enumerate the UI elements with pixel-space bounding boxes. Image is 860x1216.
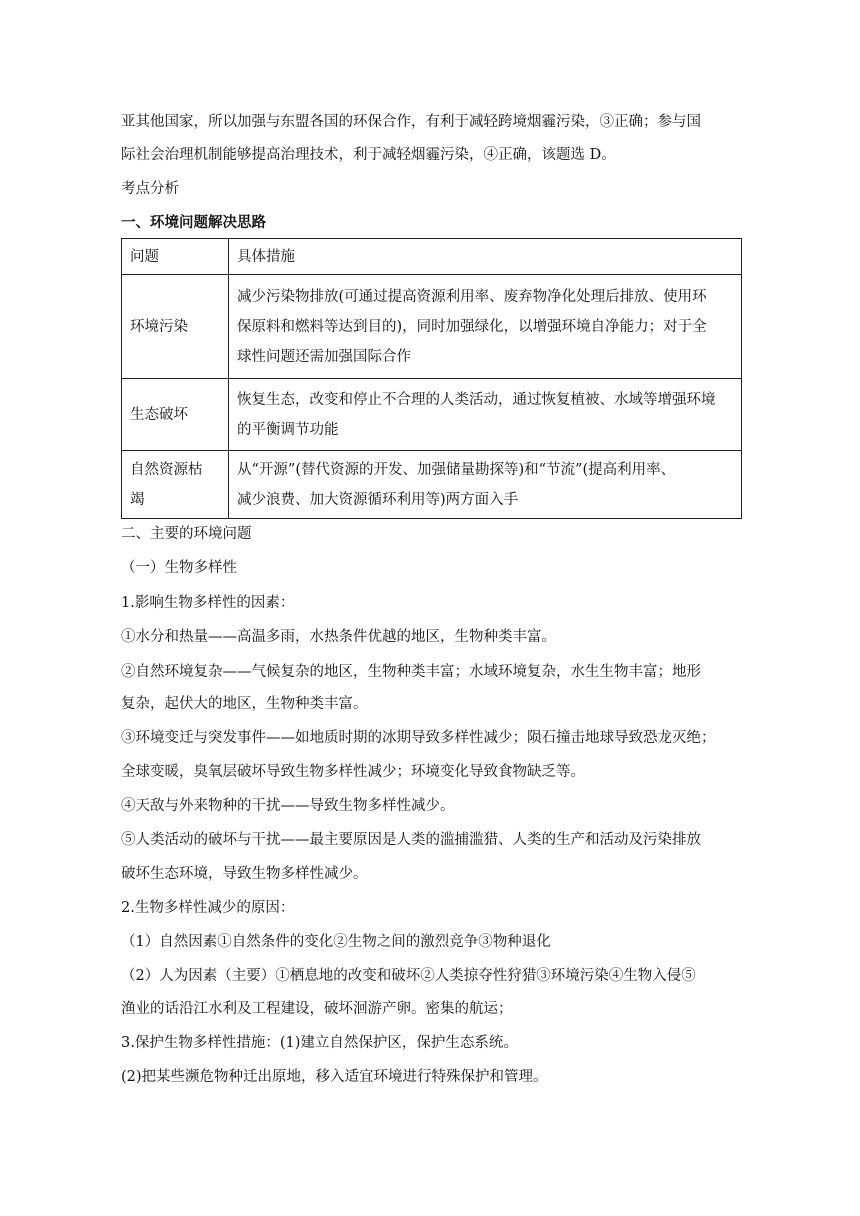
answer-explanation-line-2: 际社会治理机制能够提高治理技术，利于减轻烟霾污染，④正确，该题选 D。 bbox=[121, 147, 616, 163]
issue-cell bbox=[122, 451, 229, 519]
table-header-row bbox=[122, 239, 742, 275]
factor-human-activity-line-2: 破坏生态环境，导致生物多样性减少。 bbox=[121, 866, 368, 882]
section-heading-solutions: 一、环境问题解决思路 bbox=[121, 215, 266, 231]
table-row bbox=[122, 275, 742, 379]
measures-cell bbox=[229, 451, 742, 519]
measures-text: 恢复生态，改变和停止不合理的人类活动，通过恢复植被、水域等增强环境 bbox=[237, 391, 716, 408]
factor-invasive-species: ④天敌与外来物种的干扰——导致生物多样性减少。 bbox=[121, 798, 455, 814]
measures-text: 减少浪费、加大资源循环利用等)两方面入手 bbox=[237, 491, 519, 508]
environment-solutions-table bbox=[121, 238, 742, 519]
measures-text: 球性问题还需加强国际合作 bbox=[237, 348, 411, 365]
measures-cell bbox=[229, 275, 742, 379]
issue-text: 生态破坏 bbox=[130, 406, 188, 423]
table-row bbox=[122, 379, 742, 451]
factor-environmental-change-line-2: 全球变暖，臭氧层破坏导致生物多样性减少；环境变化导致食物缺乏等。 bbox=[121, 764, 585, 780]
measures-text: 的平衡调节功能 bbox=[237, 421, 339, 438]
answer-explanation-line-1: 亚其他国家，所以加强与东盟各国的环保合作，有利于减轻跨境烟霾污染，③正确；参与国 bbox=[121, 114, 701, 130]
cause-human-line-1: （2）人为因素（主要）①栖息地的改变和破坏②人类掠夺性狩猎③环境污染④生物入侵⑤ bbox=[121, 968, 696, 984]
cause-natural: （1）自然因素①自然条件的变化②生物之间的激烈竞争③物种退化 bbox=[121, 934, 551, 950]
issue-text: 自然资源枯 bbox=[130, 461, 203, 478]
factor-complex-environment-line-1: ②自然环境复杂——气候复杂的地区，生物种类丰富；水域环境复杂，水生生物丰富；地形 bbox=[121, 664, 701, 680]
measures-text: 减少污染物排放(可通过提高资源利用率、废弃物净化处理后排放、使用环 bbox=[237, 288, 707, 305]
factor-human-activity-line-1: ⑤人类活动的破坏与干扰——最主要原因是人类的滥捕滥猎、人类的生产和活动及污染排放 bbox=[121, 832, 701, 848]
issue-cell bbox=[122, 379, 229, 451]
protection-measure-relocation: (2)把某些濒危物种迁出原地，移入适宜环境进行特殊保护和管理。 bbox=[121, 1069, 548, 1085]
section-heading-main-issues: 二、主要的环境问题 bbox=[121, 526, 252, 542]
table-row bbox=[122, 451, 742, 519]
issue-text: 竭 bbox=[130, 491, 145, 508]
item-heading-factors: 1.影响生物多样性的因素： bbox=[121, 595, 295, 611]
factor-environmental-change-line-1: ③环境变迁与突发事件——如地质时期的冰期导致多样性减少；陨石撞击地球导致恐龙灭绝； bbox=[121, 730, 716, 746]
subsection-heading-biodiversity: （一）生物多样性 bbox=[121, 560, 237, 576]
measures-cell bbox=[229, 379, 742, 451]
factor-complex-environment-line-2: 复杂，起伏大的地区，生物种类丰富。 bbox=[121, 696, 368, 712]
measures-text: 保原料和燃料等达到目的)，同时加强绿化，以增强环境自净能力；对于全 bbox=[237, 318, 707, 335]
issue-text: 环境污染 bbox=[130, 318, 188, 335]
issue-cell bbox=[122, 275, 229, 379]
section-label-analysis: 考点分析 bbox=[121, 181, 179, 197]
item-heading-causes: 2.生物多样性减少的原因： bbox=[121, 900, 295, 916]
cause-human-line-2: 渔业的话沿江水利及工程建设，破坏洄游产卵。密集的航运； bbox=[121, 1001, 513, 1017]
measures-text: 从“开源”(替代资源的开发、加强储量勘探等)和“节流”(提高利用率、 bbox=[237, 461, 676, 478]
header-cell-issue: 问题 bbox=[122, 239, 229, 275]
item-heading-protection: 3.保护生物多样性措施：(1)建立自然保护区，保护生态系统。 bbox=[121, 1035, 518, 1051]
factor-water-heat: ①水分和热量——高温多雨，水热条件优越的地区，生物种类丰富。 bbox=[121, 629, 556, 645]
header-cell-measures: 具体措施 bbox=[229, 239, 742, 275]
